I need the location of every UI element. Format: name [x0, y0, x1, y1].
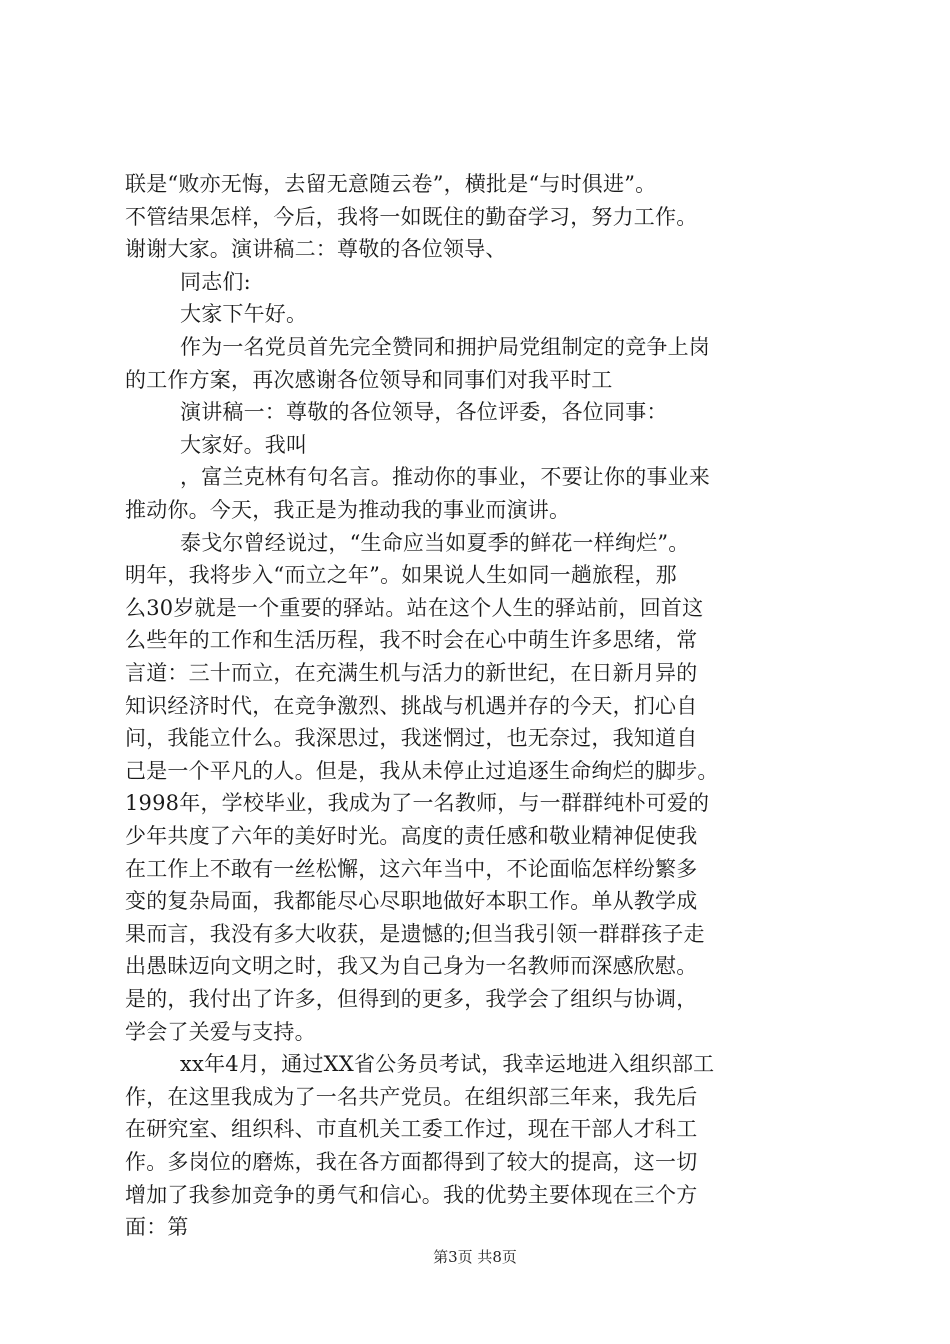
text-line: 变的复杂局面，我都能尽心尽职地做好本职工作。单从教学成 — [125, 889, 698, 914]
text-line: 同志们: — [180, 269, 251, 294]
text-line: 演讲稿一：尊敬的各位领导，各位评委，各位同事： — [180, 400, 668, 425]
text-line: 的工作方案，再次感谢各位领导和同事们对我平时工 — [125, 367, 613, 392]
text-line: 知识经济时代，在竞争激烈、挑战与机遇并存的今天，扪心自 — [125, 693, 698, 718]
text-line: 面：第 — [125, 1215, 189, 1240]
text-line: 出愚昧迈向文明之时，我又为自己身为一名教师而深感欣慰。 — [125, 954, 698, 979]
text-line: 学会了关爱与支持。 — [125, 1019, 316, 1044]
text-line: 泰戈尔曾经说过，“生命应当如夏季的鲜花一样绚烂”。 — [180, 530, 690, 555]
text-line: 少年共度了六年的美好时光。高度的责任感和敬业精神促使我 — [125, 824, 698, 848]
text-line: 大家下午好。 — [180, 302, 308, 327]
text-line: 己是一个平凡的人。但是，我从未停止过追逐生命绚烂的脚步。 — [125, 758, 719, 783]
text-line: 1998年，学校毕业，我成为了一名教师，与一群群纯朴可爱的 — [125, 791, 710, 816]
text-line: 作为一名党员首先完全赞同和拥护局党组制定的竞争上岗 — [180, 335, 710, 359]
text-line: xx年4月，通过XX省公务员考试，我幸运地进入组织部工 — [180, 1052, 715, 1077]
text-line: 作，在这里我成为了一名共产党员。在组织部三年来，我先后 — [125, 1084, 698, 1109]
text-line: 推动你。今天，我正是为推动我的事业而演讲。 — [125, 498, 571, 522]
text-line: 言道：三十而立，在充满生机与活力的新世纪，在日新月异的 — [125, 661, 698, 685]
text-line: 联是“败亦无悔，去留无意随云卷”，横批是“与时俱进”。 — [125, 172, 657, 196]
text-line: 在研究室、组织科、市直机关工委工作过，现在干部人才科工 — [125, 1117, 698, 1142]
text-line: 在工作上不敢有一丝松懈，这六年当中，不论面临怎样纷繁多 — [125, 856, 698, 881]
text-line: 大家好。我叫 — [180, 432, 308, 457]
text-line: 谢谢大家。演讲稿二：尊敬的各位领导、 — [125, 237, 507, 262]
text-line: 么30岁就是一个重要的驿站。站在这个人生的驿站前，回首这 — [125, 595, 704, 620]
text-line: ，富兰克林有句名言。推动你的事业，不要让你的事业来 — [180, 465, 710, 490]
text-line: 是的，我付出了许多，但得到的更多，我学会了组织与协调， — [125, 987, 698, 1011]
text-line: 不管结果怎样，今后，我将一如既住的勤奋学习，努力工作。 — [125, 204, 698, 229]
page-number-footer: 第3页 共8页 — [433, 1248, 517, 1266]
text-line: 作。多岗位的磨炼，我在各方面都得到了较大的提高，这一切 — [125, 1150, 698, 1174]
text-line: 么些年的工作和生活历程，我不时会在心中萌生许多思绪，常 — [125, 628, 698, 653]
text-line: 果而言，我没有多大收获，是遗憾的;但当我引领一群群孩子走 — [125, 921, 705, 946]
text-line: 增加了我参加竞争的勇气和信心。我的优势主要体现在三个方 — [125, 1182, 698, 1207]
text-line: 明年，我将步入“而立之年”。如果说人生如同一趟旅程，那 — [125, 563, 677, 588]
text-line: 问，我能立什么。我深思过，我迷惘过，也无奈过，我知道自 — [125, 726, 698, 751]
